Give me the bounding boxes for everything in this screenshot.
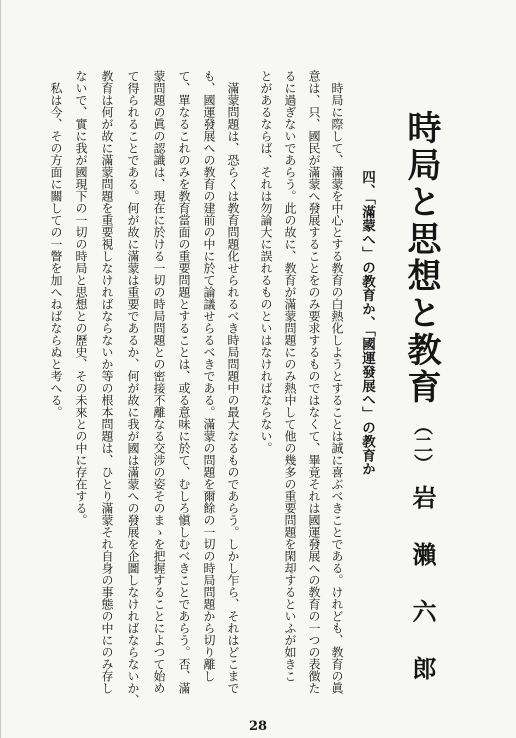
body-line: 教育は何が故に滿蒙問題を重要視しなければならないか等の根本問題は、ひとり滿蒙それ自身の事態の中にのみ存し <box>100 70 114 694</box>
body-line: 私は今、その方面に關しての一瞥を加へねばならぬと考へる。 <box>49 82 63 418</box>
body-line: て、單なるこれのみを教育當面の重要問題とすることは、或る意味に於て、むしろ愼しむべきことであらう。否、滿 <box>177 70 191 694</box>
body-line: 時局に際して、滿蒙を中心とする教育の白熱化しようとすることは誠に喜ぶべきことである。けれども、教育の眞 <box>330 82 344 694</box>
section-heading: 四、「滿蒙へ」の教育か、「國運發展へ」の教育か <box>359 170 375 477</box>
article-title: 時局と思想と教育 <box>401 110 441 406</box>
body-line: も、國運發展への教育の建前の中に於て論議せらるべきである。滿蒙の問題を爾餘の一切の時局問題から切り離し <box>202 70 216 682</box>
author-name: 岩瀨六郎 <box>408 485 437 713</box>
body-line: 意は、只、國民が滿蒙へ發展することをのみ要求するものではなくて、畢竟それは國運發展への教育の一つの表徴た <box>307 70 321 694</box>
body-line: ないで、實に我が國現下の一切の時局と思想との歷史、その未來との中に存在する。 <box>74 70 88 526</box>
article-part-number: （二） <box>411 416 433 473</box>
body-line: 滿蒙問題は、恐らくは教育問題化せられるべき時局問題中の最大なるものであらう。しかし乍ら、それはどこまで <box>226 82 240 694</box>
body-line: とがあるならば、それは勿論大に誤れるものといはなければならない。 <box>259 70 273 454</box>
body-line: るに過ぎないであらう。此の故に、教育が滿蒙問題にのみ熱中して他の幾多の重要問題を閑却するといふが如きこ <box>283 70 297 682</box>
body-line: 蒙問題の眞の認識は、現在に於ける一切の時局問題との密接不離なる交涉の姿そのまゝを把握することによつて始め <box>152 70 166 694</box>
page-number: 28 <box>248 719 268 734</box>
body-line: て得られることである。何が故に滿蒙は重要であるか、何が故に我が國は滿蒙への發展を企圖しなければならないか、 <box>126 70 140 706</box>
